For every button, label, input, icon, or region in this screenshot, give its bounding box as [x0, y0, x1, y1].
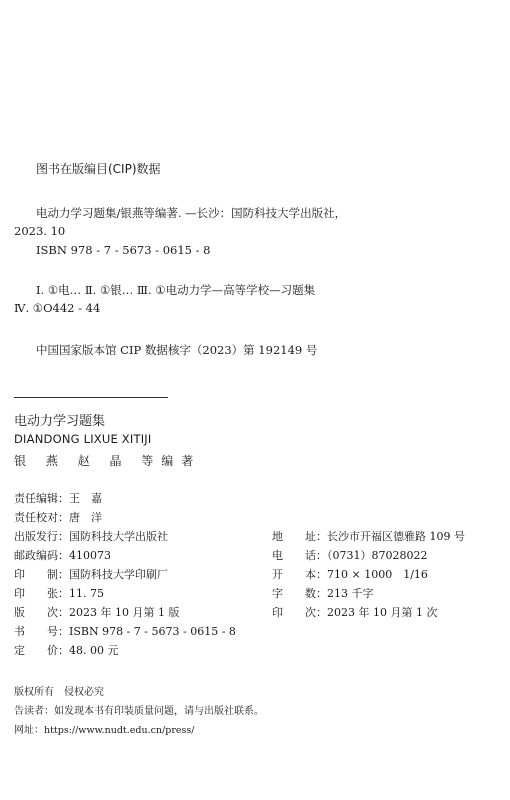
zip-value: 410073	[69, 549, 111, 562]
publisher-label: 出版发行：	[14, 530, 69, 543]
sheets-row	[14, 585, 104, 601]
copyright-notice: 版权所有 侵权必究	[14, 687, 104, 698]
publisher-value: 国防科技大学出版社	[69, 530, 168, 543]
cip-classification-line-1: Ⅰ. ①电… Ⅱ. ①银… Ⅲ. ①电动力学—高等学校—习题集	[36, 283, 316, 297]
book-title: 电动力学习题集	[14, 414, 106, 429]
sheets-value: 11. 75	[69, 587, 104, 600]
address-value: 长沙市开福区德雅路 109 号	[327, 530, 465, 543]
phone-label: 电 话：	[272, 549, 327, 562]
phone-row	[272, 547, 427, 563]
proofreader-row	[14, 509, 102, 525]
edition-value: 2023 年 10 月第 1 版	[69, 606, 180, 619]
zip-row	[14, 547, 111, 563]
book-authors: 银 燕 赵 晶 等编著	[14, 454, 202, 468]
zip-label: 邮政编码：	[14, 549, 69, 562]
impression-label: 印 次：	[272, 606, 327, 619]
editor-value: 王 嘉	[69, 492, 102, 505]
editor-label: 责任编辑：	[14, 492, 69, 505]
book-title-pinyin: DIANDONG LIXUE XITIJI	[14, 432, 152, 446]
publisher-row	[14, 528, 168, 544]
divider-rule	[14, 397, 168, 398]
cip-title: 图书在版编目(CIP)数据	[36, 162, 161, 176]
editor-row	[14, 490, 102, 506]
website-row	[14, 721, 194, 736]
price-value: 48. 00 元	[69, 644, 119, 657]
impression-value: 2023 年 10 月第 1 次	[327, 606, 438, 619]
price-label: 定 价：	[14, 644, 69, 657]
cip-data-number: 中国国家版本馆 CIP 数据核字（2023）第 192149 号	[36, 343, 318, 357]
reader-notice: 告读者：如发现本书有印装质量问题，请与出版社联系。	[14, 706, 264, 717]
phone-value: （0731）87028022	[327, 549, 428, 562]
edition-row	[14, 604, 179, 620]
cip-isbn: ISBN 978 - 7 - 5673 - 0615 - 8	[36, 243, 211, 257]
isbn-label: 书 号：	[14, 625, 69, 638]
proofreader-label: 责任校对：	[14, 511, 69, 524]
cip-line-1: 电动力学习题集/银燕等编著. —长沙：国防科技大学出版社，	[36, 206, 347, 220]
printer-value: 国防科技大学印刷厂	[69, 568, 168, 581]
cip-line-2: 2023. 10	[14, 224, 66, 238]
sheets-label: 印 张：	[14, 587, 69, 600]
word-count-value: 213 千字	[327, 587, 374, 600]
address-label: 地 址：	[272, 530, 327, 543]
format-label: 开 本：	[272, 568, 327, 581]
cip-classification-line-2: Ⅳ. ①O442 - 44	[14, 301, 101, 315]
address-row	[272, 528, 465, 544]
edition-label: 版 次：	[14, 606, 69, 619]
isbn-row	[14, 623, 236, 639]
website-link[interactable]: https://www.nudt.edu.cn/press/	[44, 725, 195, 736]
word-count-row	[272, 585, 374, 601]
isbn-value: ISBN 978 - 7 - 5673 - 0615 - 8	[69, 625, 236, 638]
website-label: 网址：	[14, 725, 44, 736]
word-count-label: 字 数：	[272, 587, 327, 600]
printer-row	[14, 566, 168, 582]
price-row	[14, 642, 118, 658]
format-value: 710 × 1000 1/16	[327, 568, 428, 581]
impression-row	[272, 604, 437, 620]
format-row	[272, 566, 428, 582]
printer-label: 印 制：	[14, 568, 69, 581]
proofreader-value: 唐 洋	[69, 511, 102, 524]
